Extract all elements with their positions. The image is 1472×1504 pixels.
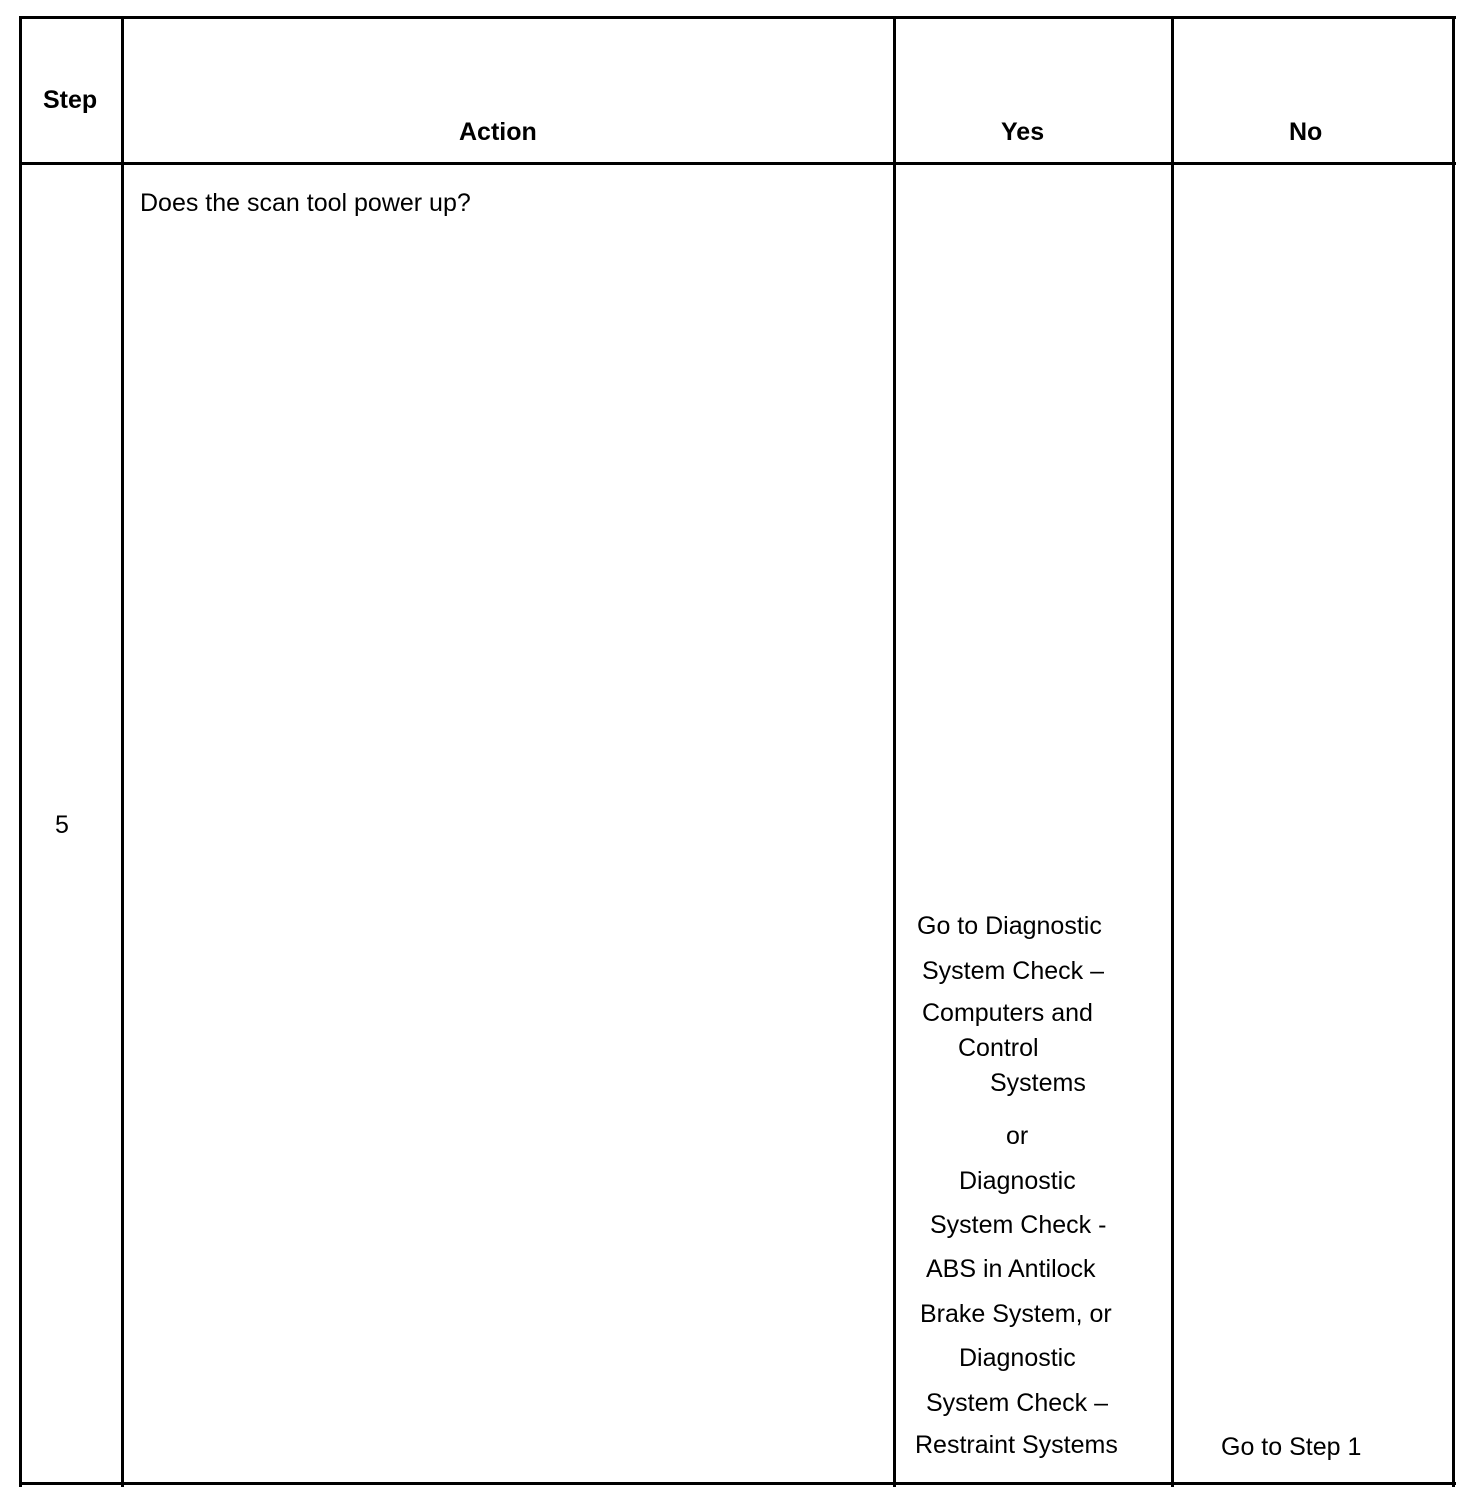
no-cell-text: Go to Step 1: [1221, 1433, 1362, 1461]
yes-line: System Check –: [926, 1389, 1109, 1417]
yes-line: Systems: [990, 1069, 1086, 1097]
col-divider-step-action: [121, 16, 124, 1487]
table-top-border: [19, 16, 1456, 19]
table-left-border: [19, 16, 22, 1487]
yes-line: Computers and: [922, 999, 1093, 1027]
header-no: No: [1289, 118, 1323, 146]
table-bottom-border: [19, 1482, 1456, 1485]
header-yes: Yes: [1001, 118, 1045, 146]
table-right-border: [1452, 16, 1455, 1487]
diagnostic-table: [19, 16, 1456, 1487]
header-action: Action: [459, 118, 537, 146]
col-divider-action-yes: [893, 16, 896, 1487]
yes-line: Go to Diagnostic: [917, 912, 1102, 940]
header-step: Step: [43, 86, 98, 114]
yes-line: Control: [958, 1034, 1039, 1062]
yes-line: System Check –: [922, 957, 1105, 985]
yes-line: or: [1006, 1122, 1029, 1150]
action-text: Does the scan tool power up?: [140, 189, 471, 217]
yes-line: Restraint Systems: [915, 1431, 1118, 1459]
yes-line: Diagnostic: [959, 1167, 1076, 1195]
yes-line: System Check -: [930, 1211, 1107, 1239]
yes-line: Brake System, or: [920, 1300, 1112, 1328]
header-bottom-border: [19, 162, 1456, 165]
yes-line: Diagnostic: [959, 1344, 1076, 1372]
step-number: 5: [55, 811, 69, 839]
col-divider-yes-no: [1171, 16, 1174, 1487]
yes-line: ABS in Antilock: [926, 1255, 1096, 1283]
